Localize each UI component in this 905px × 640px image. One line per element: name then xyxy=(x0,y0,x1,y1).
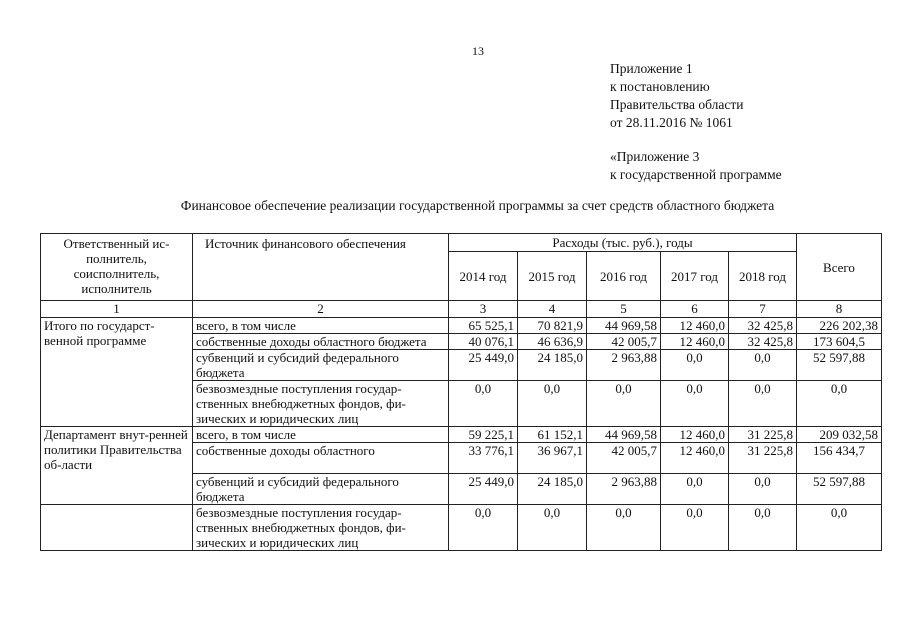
value-cell: 32 425,8 xyxy=(729,318,797,334)
source-cell: субвенций и субсидий федерального бюджета xyxy=(193,350,449,381)
value-cell: 12 460,0 xyxy=(661,427,729,443)
appendix-block xyxy=(610,60,782,184)
table-row xyxy=(41,318,882,334)
value-cell: 2 963,88 xyxy=(587,474,661,505)
appendix-line-5: «Приложение 3 xyxy=(610,149,700,164)
value-cell: 12 460,0 xyxy=(661,334,729,350)
value-cell: 42 005,7 xyxy=(587,443,661,474)
value-cell: 31 225,8 xyxy=(729,427,797,443)
header-year-2018: 2018 год xyxy=(729,252,797,301)
column-number: 1 xyxy=(41,301,193,318)
value-cell: 0,0 xyxy=(729,505,797,551)
column-number: 2 xyxy=(193,301,449,318)
value-cell: 46 636,9 xyxy=(518,334,587,350)
value-cell: 12 460,0 xyxy=(661,443,729,474)
value-cell: 24 185,0 xyxy=(518,350,587,381)
header-responsible: Ответственный ис-полнитель, соисполнитель, исполнитель xyxy=(41,234,193,301)
header-source: Источник финансового обеспечения xyxy=(193,234,449,301)
column-number: 5 xyxy=(587,301,661,318)
value-cell: 25 449,0 xyxy=(449,474,518,505)
header-total: Всего xyxy=(797,234,882,301)
appendix-line-3: Правительства области xyxy=(610,97,744,112)
source-cell: безвозмездные поступления государ-ственных внебюджетных фондов, фи-зических и юридических лиц xyxy=(193,381,449,427)
value-cell: 12 460,0 xyxy=(661,318,729,334)
page-number: 13 xyxy=(472,44,484,58)
header-year-2015: 2015 год xyxy=(518,252,587,301)
value-cell: 59 225,1 xyxy=(449,427,518,443)
value-cell: 65 525,1 xyxy=(449,318,518,334)
value-cell: 0,0 xyxy=(587,381,661,427)
column-number: 3 xyxy=(449,301,518,318)
source-cell: субвенций и субсидий федерального бюджета xyxy=(193,474,449,505)
value-cell: 0,0 xyxy=(518,381,587,427)
value-cell: 0,0 xyxy=(587,505,661,551)
total-cell: 52 597,88 xyxy=(797,350,882,381)
total-cell: 209 032,58 xyxy=(797,427,882,443)
column-number: 4 xyxy=(518,301,587,318)
source-cell: всего, в том числе xyxy=(193,318,449,334)
value-cell: 0,0 xyxy=(729,381,797,427)
header-expenses: Расходы (тыс. руб.), годы xyxy=(449,234,797,252)
total-cell: 0,0 xyxy=(797,505,882,551)
column-number: 8 xyxy=(797,301,882,318)
header-year-2017: 2017 год xyxy=(661,252,729,301)
executor-cell: Департамент внут-ренней политики Правительства об-ласти xyxy=(41,427,193,505)
source-cell: всего, в том числе xyxy=(193,427,449,443)
total-cell: 173 604,5 xyxy=(797,334,882,350)
value-cell: 44 969,58 xyxy=(587,318,661,334)
value-cell: 36 967,1 xyxy=(518,443,587,474)
header-year-2016: 2016 год xyxy=(587,252,661,301)
header-year-2014: 2014 год xyxy=(449,252,518,301)
value-cell: 24 185,0 xyxy=(518,474,587,505)
total-cell: 52 597,88 xyxy=(797,474,882,505)
source-cell: безвозмездные поступления государ-ственных внебюджетных фондов, фи-зических и юридических лиц xyxy=(193,505,449,551)
executor-cell: Итого по государст-венной программе xyxy=(41,318,193,427)
value-cell: 40 076,1 xyxy=(449,334,518,350)
value-cell: 31 225,8 xyxy=(729,443,797,474)
value-cell: 0,0 xyxy=(661,381,729,427)
appendix-spacer xyxy=(610,132,782,148)
value-cell: 61 152,1 xyxy=(518,427,587,443)
value-cell: 0,0 xyxy=(729,350,797,381)
value-cell: 44 969,58 xyxy=(587,427,661,443)
appendix-line-6: к государственной программе xyxy=(610,167,782,182)
financing-table xyxy=(40,233,882,551)
executor-cell-empty xyxy=(41,505,193,551)
table-row xyxy=(41,427,882,443)
value-cell: 33 776,1 xyxy=(449,443,518,474)
value-cell: 0,0 xyxy=(661,474,729,505)
appendix-line-2: к постановлению xyxy=(610,79,710,94)
appendix-line-1: Приложение 1 xyxy=(610,61,693,76)
value-cell: 0,0 xyxy=(661,350,729,381)
document-title: Финансовое обеспечение реализации государственной программы за счет средств областного бюджета xyxy=(180,198,775,213)
value-cell: 0,0 xyxy=(661,505,729,551)
table-row xyxy=(41,505,882,551)
value-cell: 0,0 xyxy=(449,505,518,551)
total-cell: 0,0 xyxy=(797,381,882,427)
value-cell: 42 005,7 xyxy=(587,334,661,350)
total-cell: 226 202,38 xyxy=(797,318,882,334)
total-cell: 156 434,7 xyxy=(797,443,882,474)
value-cell: 0,0 xyxy=(729,474,797,505)
value-cell: 32 425,8 xyxy=(729,334,797,350)
column-number: 7 xyxy=(729,301,797,318)
value-cell: 70 821,9 xyxy=(518,318,587,334)
value-cell: 0,0 xyxy=(449,381,518,427)
value-cell: 0,0 xyxy=(518,505,587,551)
source-cell: собственные доходы областного xyxy=(193,443,449,474)
source-cell: собственные доходы областного бюджета xyxy=(193,334,449,350)
appendix-line-4: от 28.11.2016 № 1061 xyxy=(610,115,733,130)
value-cell: 25 449,0 xyxy=(449,350,518,381)
value-cell: 2 963,88 xyxy=(587,350,661,381)
column-number: 6 xyxy=(661,301,729,318)
